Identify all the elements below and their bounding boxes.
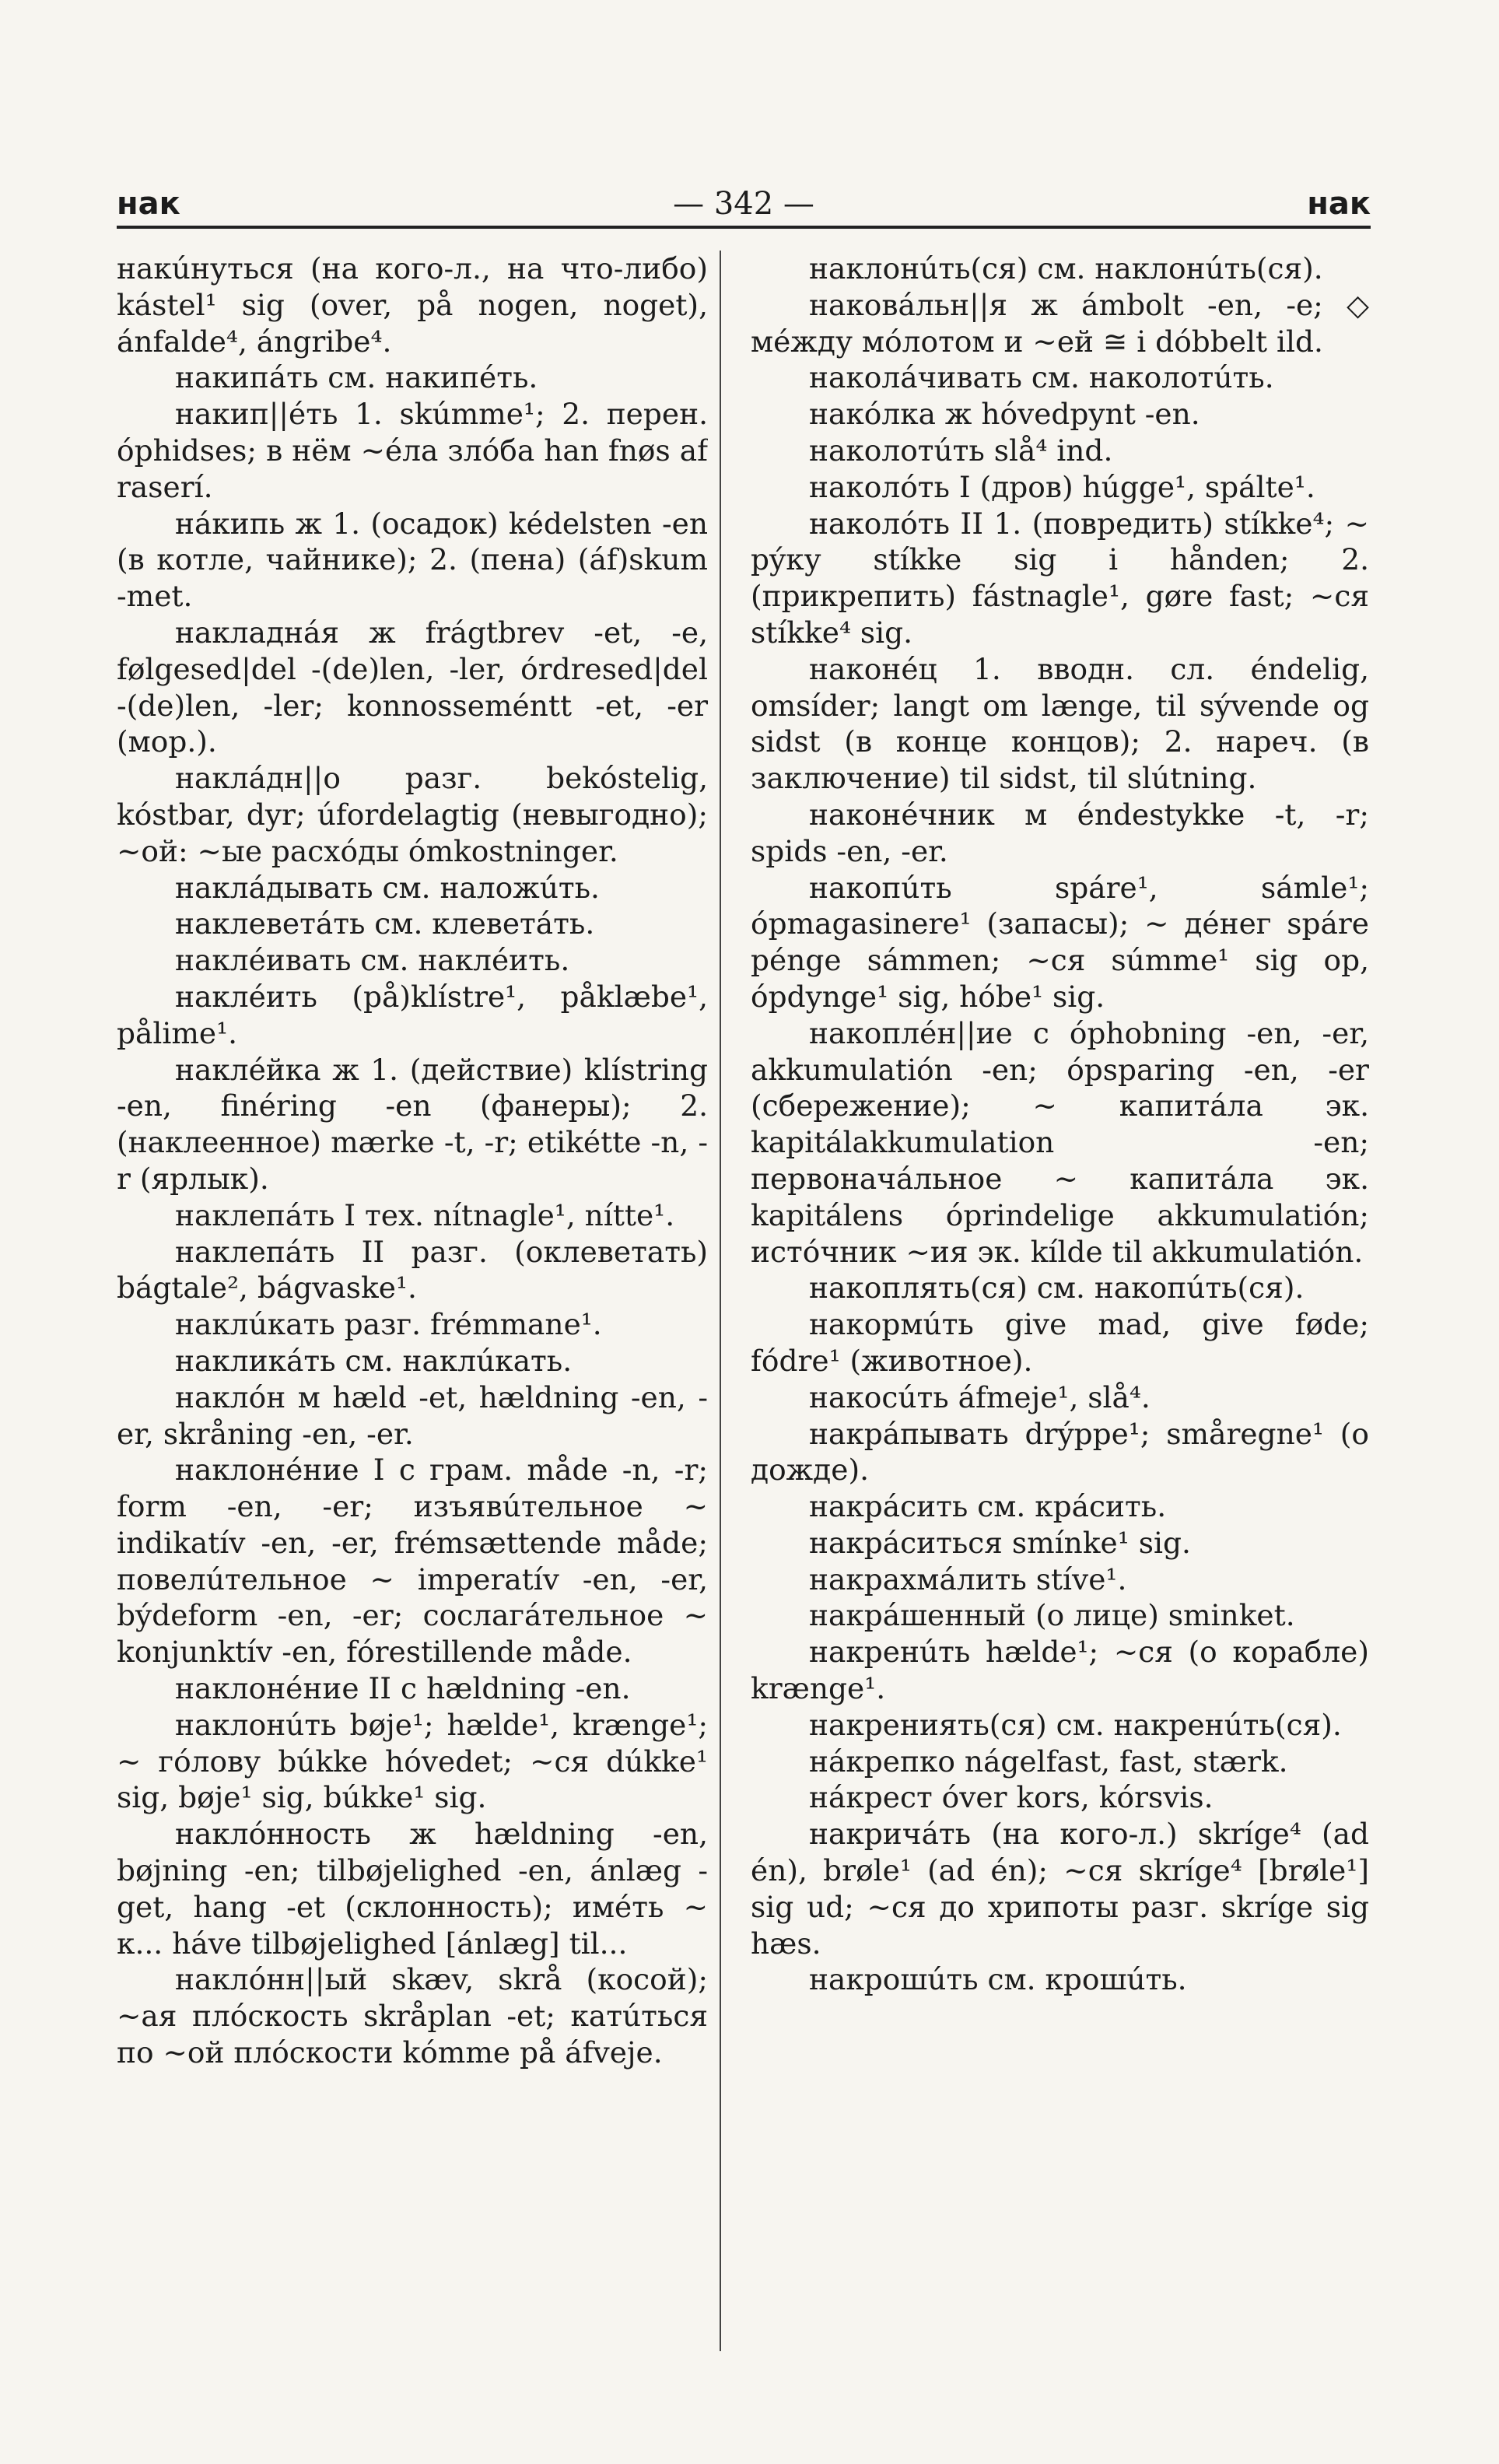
- dictionary-entry: наклонéние II с hældning -en.: [175, 1671, 631, 1706]
- dictionary-entry: наколотúть slå⁴ ind.: [809, 433, 1113, 468]
- dictionary-entry: накрáпывать drýppe¹; småregne¹ (о дожде).: [751, 1416, 1369, 1488]
- dictionary-entry: наклóнн||ый skæv, skrå (косой); ~ая плóскость skråplan -et; катúться по ~ой плóскости kómme på áfveje.: [117, 1962, 708, 2070]
- dictionary-entry: накопúть spáre¹, sámle¹; ópmagasinere¹ (запасы); ~ дéнег spáre pénge sámmen; ~ся súmme¹ sig op, ópdynge¹ sig, hóbe¹ sig.: [751, 870, 1369, 1014]
- header-left-guideword: нак: [117, 186, 180, 222]
- dictionary-entry: нáкрест óver kors, kórsvis.: [809, 1780, 1214, 1815]
- dictionary-entry: накúнуться (на кого-л., на что-либо) kástel¹ sig (over, på nogen, noget), ánfalde⁴, ángribe⁴.: [117, 251, 708, 359]
- dictionary-entry: накрáсить см. крáсить.: [809, 1489, 1167, 1524]
- column-divider: [720, 251, 721, 2351]
- dictionary-entry: накип||éть 1. skúmme¹; 2. перен. óphidses; в нём ~éла злóба han fnøs af raserí.: [117, 397, 708, 504]
- dictionary-entry: накрáситься smínke¹ sig.: [809, 1525, 1191, 1560]
- dictionary-entry: накликáть см. наклúкать.: [175, 1343, 573, 1378]
- dictionary-entry: накладнáя ж frágtbrev -et, -e, følgesed|del -(de)len, -ler, órdresed|del -(de)len, -ler; konnosseméntt -et, -er (мор.).: [117, 615, 708, 759]
- dictionary-entry: наклáдн||о разг. bekóstelig, kóstbar, dyr; úfordelagtig (невыгодно); ~ой: ~ые расхóды ómkostninger.: [117, 761, 708, 868]
- dictionary-entry: накóлка ж hóvedpynt -en.: [809, 397, 1200, 432]
- dictionary-entry: накосúть áfmeje¹, slå⁴.: [809, 1379, 1151, 1414]
- header-rule: [117, 226, 1371, 229]
- dictionary-entry: наколáчивать см. наколотúть.: [809, 360, 1274, 395]
- dictionary-entry: наклепáть II разг. (оклеветать) bágtale², bágvaske¹.: [117, 1234, 708, 1306]
- page-header: [117, 181, 1371, 227]
- dictionary-entry: наклеветáть см. клеветáть.: [175, 906, 595, 941]
- dictionary-entry: наконéц 1. вводн. сл. éndelig, omsíder; langt om længe, til sývende og sidst (в конце концов); 2. нареч. (в заключение) til sidst, til slútning.: [751, 651, 1369, 796]
- dictionary-entry: наклóнность ж hældning -en, bøjning -en; tilbøjelighed -en, ánlæg -get, hang -et (склонность); имéть ~ к... háve tilbøjelighed [ánlæg] til...: [117, 1817, 708, 1961]
- dictionary-entry: накипáть см. накипéть.: [175, 360, 538, 395]
- dictionary-entry: наклонúть bøje¹; hælde¹, krænge¹; ~ гóлову búkke hóvedet; ~ся dúkke¹ sig, bøje¹ sig, búkke¹ sig.: [117, 1707, 708, 1815]
- dictionary-entry: наклонúть(ся) см. наклонúть(ся).: [809, 251, 1323, 286]
- dictionary-entry: наклонéние I с грам. måde -n, -r; form -en, -er; изъявúтельное ~ indikatív -en, -er, frémsættende måde; повелúтельное ~ imperatív -en, -er, býdeform -en, -er; сослагáтельное ~ konjunktív -en, fórestillende måde.: [117, 1453, 708, 1670]
- dictionary-entry: накренúть hælde¹; ~ся (о корабле) krænge¹.: [751, 1635, 1369, 1706]
- right-column: [751, 251, 1369, 2452]
- dictionary-entry: накрахмáлить stíve¹.: [809, 1561, 1127, 1597]
- left-column: [117, 251, 708, 2452]
- dictionary-entry: накрениять(ся) см. накренúть(ся).: [809, 1707, 1342, 1742]
- dictionary-entry: наклéйка ж 1. (действие) klístring -en, finéring -en (фанеры); 2. (наклеенное) mærke -t, -r; etikétte -n, -r (ярлык).: [117, 1052, 708, 1196]
- dictionary-entry: накоплéн||ие с óphobning -en, -er, akkumulatión -en; ópsparing -en, -er (сбережение); ~ капитáла эк. kapitálakkumulation -en; первоначáльное ~ капитáла эк. kapitálens óprindelige akkumulatión; истóчник ~ия эк. kílde til akkumulatión.: [751, 1015, 1369, 1269]
- dictionary-entry: наклúкать разг. frémmane¹.: [175, 1307, 602, 1342]
- dictionary-entry: наконéчник м éndestykke -t, -r; spids -en, -er.: [751, 797, 1369, 868]
- dictionary-entry: нáкипь ж 1. (осадок) kédelsten -en (в котле, чайнике); 2. (пена) (áf)skum -met.: [117, 506, 708, 614]
- dictionary-entry: накoвáльн||я ж ámbolt -en, -e; ◇ мéжду мóлотом и ~ей ≅ i dóbbelt ild.: [751, 287, 1369, 359]
- dictionary-entry: наколóть I (дров) húgge¹, spálte¹.: [809, 469, 1315, 504]
- dictionary-entry: нáкрепко nágelfast, fast, stærk.: [809, 1744, 1288, 1779]
- dictionary-entry: наклéить (på)klístre¹, påklæbe¹, pålime¹.: [117, 979, 708, 1050]
- page-number: — 342 —: [673, 186, 814, 222]
- dictionary-entry: наколóть II 1. (повредить) stíkke⁴; ~ рýку stíkke sig i hånden; 2. (прикрепить) fástnagle¹, gøre fast; ~ся stíkke⁴ sig.: [751, 506, 1369, 650]
- dictionary-entry: наклóн м hæld -et, hældning -en, -er, skråning -en, -er.: [117, 1379, 708, 1451]
- dictionary-entry: наклепáть I тех. nítnagle¹, nítte¹.: [175, 1197, 675, 1232]
- header-right-guideword: нак: [1307, 186, 1371, 222]
- dictionary-entry: наклáдывать см. наложúть.: [175, 870, 600, 905]
- dictionary-entry: накрáшенный (о лице) sminket.: [809, 1598, 1295, 1633]
- dictionary-entry: наклéивать см. наклéить.: [175, 943, 570, 978]
- dictionary-entry: накоплять(ся) см. накопúть(ся).: [809, 1271, 1305, 1306]
- dictionary-entry: накормúть give mad, give føde; fódre¹ (животное).: [751, 1307, 1369, 1378]
- dictionary-entry: накрошúть см. крошúть.: [809, 1962, 1187, 1997]
- dictionary-entry: накричáть (на кого-л.) skríge⁴ (ad én), brøle¹ (ad én); ~ся skríge⁴ [brøle¹] sig ud; ~ся до хрипоты разг. skríge sig hæs.: [751, 1817, 1369, 1961]
